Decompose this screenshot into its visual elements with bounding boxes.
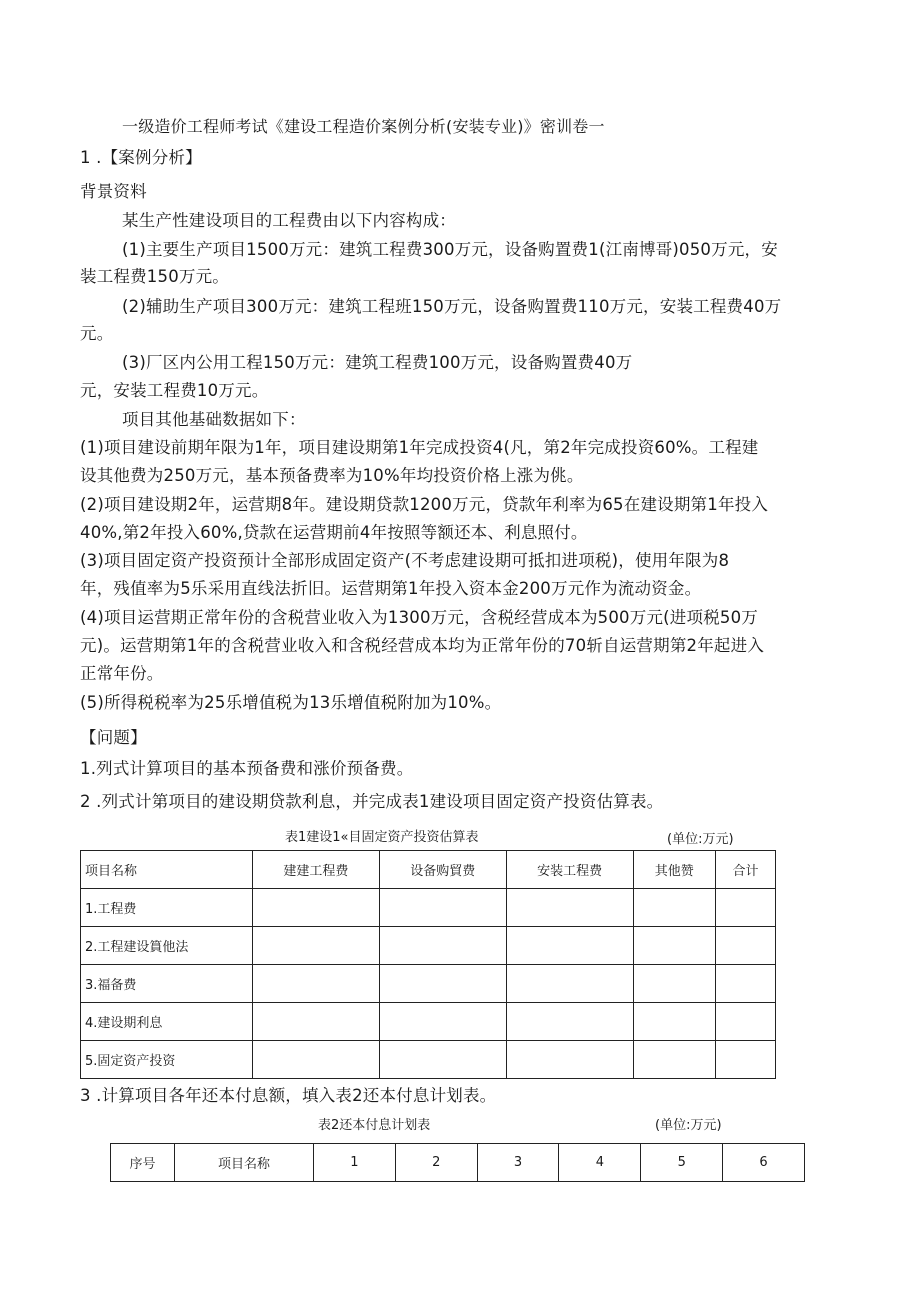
- table-cell: [633, 965, 715, 1003]
- table-row: [81, 889, 776, 927]
- section-heading: 1 .【案例分析】: [80, 148, 202, 167]
- table-row: [81, 965, 776, 1003]
- paragraph-line: (3)厂区内公用工程150万元：建筑工程费100万元，设备购置费40万: [122, 353, 633, 372]
- table1-header-cell: 安装工程费: [506, 851, 633, 889]
- paragraph-line: 项目其他基础数据如下：: [122, 410, 306, 429]
- table-cell: [379, 927, 506, 965]
- paragraph-line: 背景资料: [80, 182, 147, 201]
- table-row: [81, 1003, 776, 1041]
- paragraph-line: 装工程费150万元。: [80, 267, 229, 286]
- table1-header-row: [81, 851, 776, 889]
- table1-row-label: 3.福备费: [81, 965, 253, 1003]
- table2-header-cell: 项目名称: [175, 1144, 314, 1182]
- table1-row-label: 1.工程费: [81, 889, 253, 927]
- table2-header-cell: 1: [314, 1144, 396, 1182]
- table-cell: [253, 889, 380, 927]
- table1-row-label: 4.建设期利息: [81, 1003, 253, 1041]
- table1-header-cell: 其他赞: [633, 851, 715, 889]
- table-cell: [633, 1041, 715, 1079]
- table-cell: [506, 889, 633, 927]
- table-cell: [715, 889, 775, 927]
- table-cell: [379, 965, 506, 1003]
- table1-row-label: 5.固定资产投资: [81, 1041, 253, 1079]
- table1-fixed-asset-estimate: [80, 850, 776, 1079]
- table-cell: [506, 1041, 633, 1079]
- table2-header-cell: 4: [559, 1144, 641, 1182]
- table-cell: [379, 1003, 506, 1041]
- paragraph-line: (2)项目建设期2年，运营期8年。建设期贷款1200万元，贷款年利率为65在建设期第1年投入: [80, 495, 769, 514]
- table-cell: [506, 1003, 633, 1041]
- table-row: [81, 1041, 776, 1079]
- table2-unit: (单位:万元): [655, 1118, 722, 1133]
- paragraph-line: (5)所得税税率为25乐增值税为13乐增值税附加为10%。: [80, 693, 502, 712]
- table-cell: [715, 927, 775, 965]
- table2-header-cell: 序号: [111, 1144, 175, 1182]
- paragraph-line: 元，安装工程费10万元。: [80, 381, 269, 400]
- paragraph-line: (3)项目固定资产投资预计全部形成固定资产(不考虑建设期可抵扣进项税)，使用年限为8: [80, 551, 730, 570]
- table-cell: [633, 927, 715, 965]
- paragraph-line: 元。: [80, 324, 114, 343]
- table2-header-cell: 3: [477, 1144, 559, 1182]
- paragraph-line: 40%,第2年投入60%,贷款在运营期前4年按照等额还本、利息照付。: [80, 523, 588, 542]
- table-cell: [633, 889, 715, 927]
- document-title: 一级造价工程师考试《建设工程造价案例分析(安装专业)》密训卷一: [122, 117, 605, 136]
- paragraph-line: (1)项目建设前期年限为1年，项目建设期第1年完成投资4(凡，第2年完成投资60%。工程建: [80, 438, 759, 457]
- paragraph-line: (2)辅助生产项目300万元：建筑工程班150万元，设备购置费110万元，安装工程费40万: [122, 297, 782, 316]
- table2-header-row: [111, 1144, 805, 1182]
- question-line: 2 .列式计第项目的建设期贷款利息，并完成表1建设项目固定资产投资估算表。: [80, 792, 664, 811]
- table-cell: [253, 1003, 380, 1041]
- table-cell: [379, 889, 506, 927]
- table-cell: [253, 927, 380, 965]
- table2-header-cell: 2: [395, 1144, 477, 1182]
- table1-header-cell: 项目名称: [81, 851, 253, 889]
- table-cell: [379, 1041, 506, 1079]
- paragraph-line: 元)。运营期第1年的含税营业收入和含税经营成本均为正常年份的70斩自运营期第2年起进入: [80, 636, 765, 655]
- table-cell: [506, 927, 633, 965]
- table-cell: [715, 965, 775, 1003]
- questions-heading: 【问题】: [80, 728, 147, 747]
- question-line: 3 .计算项目各年还本付息额，填入表2还本付息计划表。: [80, 1086, 497, 1105]
- table1-header-cell: 建建工程费: [253, 851, 380, 889]
- table-cell: [253, 1041, 380, 1079]
- table-row: [81, 927, 776, 965]
- paragraph-line: 正常年份。: [80, 664, 164, 683]
- table1-caption: 表1建设1«目固定资产投资估算表: [285, 830, 479, 845]
- table1-row-label: 2.工程建设篔他法: [81, 927, 253, 965]
- paragraph-line: 设其他费为250万元，基本预备费率为10%年均投资价格上涨为佻。: [80, 466, 584, 485]
- table-cell: [633, 1003, 715, 1041]
- table1-header-cell: 设备购貿费: [379, 851, 506, 889]
- table-cell: [715, 1003, 775, 1041]
- table2-header-cell: 5: [641, 1144, 723, 1182]
- table2-header-cell: 6: [723, 1144, 805, 1182]
- table2-caption: 表2还本付息计划表: [318, 1118, 431, 1133]
- table-cell: [715, 1041, 775, 1079]
- paragraph-line: 年，残值率为5乐采用直线法折旧。运营期第1年投入资本金200万元作为流动资金。: [80, 579, 702, 598]
- question-line: 1.列式计算项目的基本预备费和涨价预备费。: [80, 759, 414, 778]
- paragraph-line: 某生产性建设项目的工程费由以下内容构成：: [122, 211, 456, 230]
- table-cell: [253, 965, 380, 1003]
- paragraph-line: (4)项目运营期正常年份的含税营业收入为1300万元，含税经营成本为500万元(进项税50万: [80, 608, 758, 627]
- table2-repayment-plan: [110, 1143, 805, 1182]
- paragraph-line: (1)主要生产项目1500万元：建筑工程费300万元，设备购置费1(江南博哥)050万元，安: [122, 240, 778, 259]
- table-cell: [506, 965, 633, 1003]
- table1-header-cell: 合计: [715, 851, 775, 889]
- table1-unit: (单位:万元): [667, 832, 734, 847]
